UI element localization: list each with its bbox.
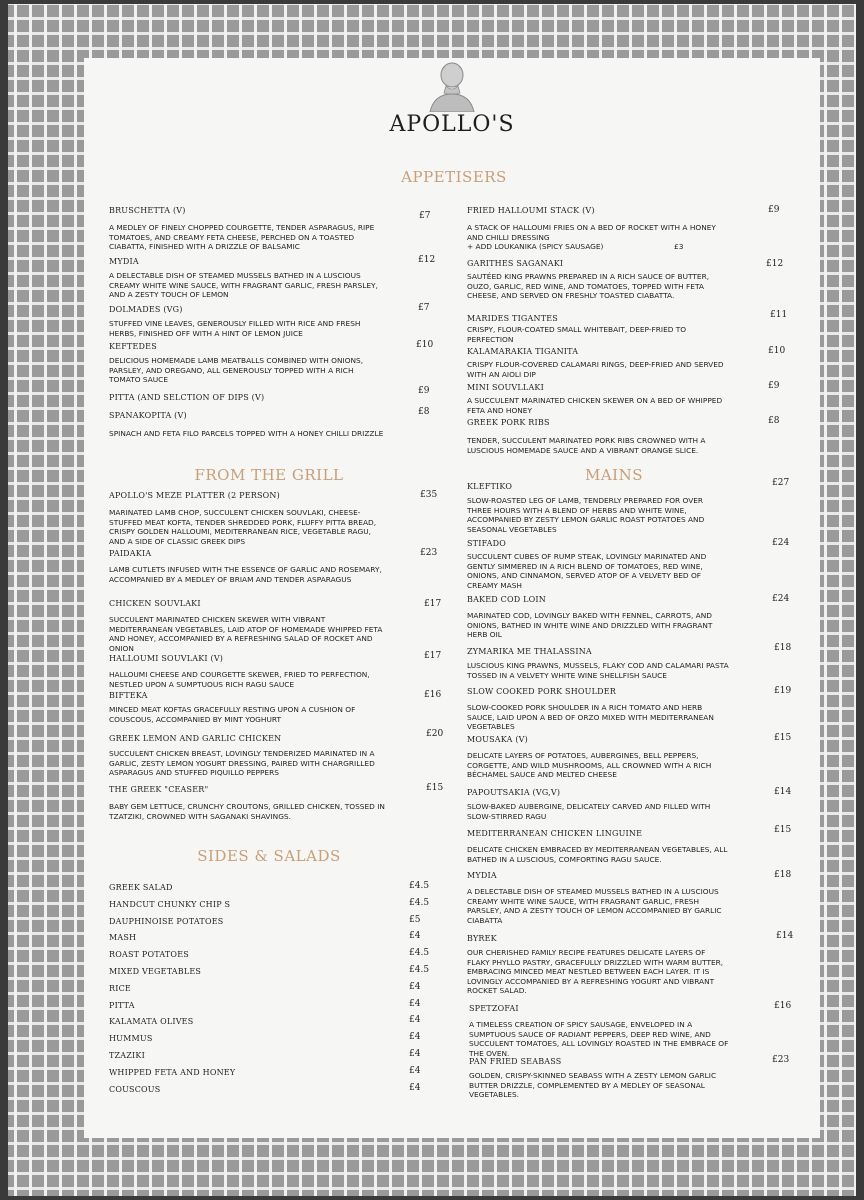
logo <box>84 60 820 137</box>
side-item-name: PITTA <box>109 1000 135 1010</box>
side-item-name: MIXED VEGETABLES <box>109 967 202 976</box>
menu-item-price: £20 <box>426 729 444 739</box>
menu-item-description: TENDER, SUCCULENT MARINATED PORK RIBS CROWNED WITH A LUSCIOUS HOMEMADE SAUCE AND A VIBRANT ORANGE SLICE. <box>467 436 706 455</box>
menu-item-description: DELICATE CHICKEN EMBRACED BY MEDITERRANEAN VEGETABLES, ALL BATHED IN A LUSCIOUS, COMFORTING RAGU SAUCE. <box>467 845 728 864</box>
menu-item-price: £17 <box>424 651 442 661</box>
menu-item-name: CHICKEN SOUVLAKI <box>109 599 201 608</box>
menu-item-description: CRISPY, FLOUR-COATED SMALL WHITEBAIT, DEEP-FRIED TO PERFECTION <box>467 325 687 344</box>
menu-item-name: ZYMARIKA ME THALASSINA <box>467 647 592 656</box>
menu-item-description: A DELECTABLE DISH OF STEAMED MUSSELS BATHED IN A LUSCIOUS CREAMY WHITE WINE SAUCE, WITH FRAGRANT GARLIC, FRESH PARSLEY, AND A ZESTY TOUCH OF LEMON <box>109 271 378 300</box>
menu-item-price: £12 <box>766 259 784 269</box>
menu-item-price: £9 <box>768 381 780 391</box>
menu-item-name: SLOW COOKED PORK SHOULDER <box>467 687 616 696</box>
menu-item-price: £12 <box>418 255 436 265</box>
menu-item-description: SUCCULENT CUBES OF RUMP STEAK, LOVINGLY MARINATED AND GENTLY SIMMERED IN A RICH BLEND OF TOMATOES, RED WINE, ONIONS, AND CINNAMON, SERVED ATOP OF A VELVETY BED OF CREAMY MASH <box>467 552 707 590</box>
side-item-name: TZAZIKI <box>109 1051 145 1060</box>
greek-key-border <box>8 4 856 1196</box>
menu-item-name: BAKED COD LOIN <box>467 595 546 604</box>
menu-item-description: LUSCIOUS KING PRAWNS, MUSSELS, FLAKY COD AND CALAMARI PASTA TOSSED IN A VELVETY WHITE WINE SHELLFISH SAUCE <box>467 661 729 680</box>
menu-item-description: A SUCCULENT MARINATED CHICKEN SKEWER ON A BED OF WHIPPED FETA AND HONEY <box>467 396 723 415</box>
menu-item-description: SPINACH AND FETA FILO PARCELS TOPPED WITH A HONEY CHILLI DRIZZLE <box>109 429 384 438</box>
side-item-price: £5 <box>409 914 421 925</box>
menu-item-name: SPANAKOPITA (V) <box>109 411 187 420</box>
side-item-price: £4.5 <box>409 948 430 959</box>
menu-item-description: CRISPY FLOUR-COVERED CALAMARI RINGS, DEEP-FRIED AND SERVED WITH AN AIOLI DIP <box>467 360 724 379</box>
menu-item-name: THE GREEK "CEASER" <box>109 785 209 794</box>
side-item-name: HUMMUS <box>109 1034 153 1044</box>
menu-item-name: MOUSAKA (V) <box>467 735 528 744</box>
appetisers-heading: APPETISERS <box>401 168 507 186</box>
side-item-price: £4 <box>409 1082 421 1093</box>
menu-item-name: MYDIA <box>467 871 497 880</box>
menu-item-price: £17 <box>424 599 442 609</box>
restaurant-name: APOLLO'S <box>389 112 515 137</box>
side-item-name: HANDCUT CHUNKY CHIP S <box>109 899 231 909</box>
menu-item-name: GARITHES SAGANAKI <box>467 259 564 268</box>
side-item-price: £4 <box>409 981 421 992</box>
menu-item-description: SLOW-BAKED AUBERGINE, DELICATELY CARVED AND FILLED WITH SLOW-STIRRED RAGU <box>467 802 711 821</box>
menu-item-price: £27 <box>772 478 790 488</box>
mains-heading: MAINS <box>584 466 644 484</box>
menu-item-description: OUR CHERISHED FAMILY RECIPE FEATURES DELICATE LAYERS OF FLAKY PHYLLO PASTRY, GRACEFULLY DRIZZLED WITH WARM BUTTER, EMBRACING MINCED MEAT NESTLED BETWEEN EACH LAYER. IT IS LOVINGLY ACCOMPANIED BY A REFRESHING YOGURT AND VIBRANT ROCKET SALAD. <box>467 948 724 996</box>
side-item-name: COUSCOUS <box>109 1084 161 1094</box>
menu-item-description: A TIMELESS CREATION OF SPICY SAUSAGE, ENVELOPED IN A SUMPTUOUS SAUCE OF RADIANT PEPPERS, DEEP RED WINE, AND SUCCULENT TOMATOES, ALL LOVINGLY ROASTED IN THE EMBRACE OF THE OVEN. <box>469 1020 729 1058</box>
menu-item-description: SLOW-COOKED PORK SHOULDER IN A RICH TOMATO AND HERB SAUCE, LAID UPON A BED OF ORZO MIXED WITH MEDITERRANEAN VEGETABLES <box>467 703 714 732</box>
side-item-price: £4 <box>409 998 421 1009</box>
apollo-bust-icon <box>422 60 482 112</box>
menu-item-price: £18 <box>774 643 792 653</box>
menu-item-price: £35 <box>420 490 438 500</box>
menu-sheet <box>84 58 820 1138</box>
menu-item-description: SUCCULENT CHICKEN BREAST, LOVINGLY TENDERIZED MARINATED IN A GARLIC, ZESTY LEMON YOGURT DRESSING, PAIRED WITH CHARGRILLED ASPARAGUS AND STUFFED PIQUILLO PEPPERS <box>109 749 375 778</box>
menu-item-price: £19 <box>774 686 792 696</box>
side-item-name: RICE <box>109 983 131 993</box>
menu-item-price: £18 <box>774 870 792 880</box>
menu-item-price: £11 <box>770 310 788 320</box>
menu-item-name: DOLMADES (VG) <box>109 305 183 314</box>
side-item-price: £4.5 <box>409 965 430 975</box>
menu-item-price: £16 <box>774 1001 792 1011</box>
menu-item-name: GREEK LEMON AND GARLIC CHICKEN <box>109 734 282 743</box>
menu-item-name: KALAMARAKIA TIGANITA <box>467 347 579 356</box>
side-item-price: £4 <box>409 1065 421 1076</box>
menu-item-price: £15 <box>426 783 444 793</box>
menu-item-name: BIFTEKA <box>109 691 148 700</box>
menu-item-price: £15 <box>774 825 792 835</box>
menu-item-description: SAUTÉED KING PRAWNS PREPARED IN A RICH SAUCE OF BUTTER, OUZO, GARLIC, RED WINE, AND TOMATOES, TOPPED WITH FETA CHEESE, AND SERVED ON FRESHLY TOASTED CIABATTA. <box>467 272 710 301</box>
side-item-name: WHIPPED FETA AND HONEY <box>109 1067 236 1077</box>
menu-item-description: SUCCULENT MARINATED CHICKEN SKEWER WITH VIBRANT MEDITERRANEAN VEGETABLES, LAID ATOP OF HOMEMADE WHIPPED FETA AND HONEY, ACCOMPANIED BY A REFRESHING SALAD OF ROCKET AND ONION <box>109 615 383 653</box>
menu-item-name: MINI SOUVLLAKI <box>467 383 544 392</box>
menu-item-price: £23 <box>772 1055 790 1065</box>
menu-item-description: MINCED MEAT KOFTAS GRACEFULLY RESTING UPON A CUSHION OF COUSCOUS, ACCOMPANIED BY MINT YOGHURT <box>109 705 356 724</box>
menu-item-name: PAIDAKIA <box>109 549 152 558</box>
side-item-price: £4 <box>409 1015 421 1026</box>
menu-item-description: MARINATED LAMB CHOP, SUCCULENT CHICKEN SOUVLAKI, CHEESE-STUFFED MEAT KOFTA, TENDER SHREDDED PORK, FLUFFY PITTA BREAD, CRISPY GOLDEN HALLOUMI, MEDITERRANEAN RICE, VEGETABLE RAGU, AND A SIDE OF CLASSIC GREEK DIPS <box>109 508 377 546</box>
menu-item-price: £15 <box>774 733 792 743</box>
menu-item-price: £7 <box>419 211 431 221</box>
menu-item-name: PITTA (AND SELCTION OF DIPS (V) <box>109 393 265 402</box>
menu-item-price: £16 <box>424 690 442 700</box>
menu-item-description: GOLDEN, CRISPY-SKINNED SEABASS WITH A ZESTY LEMON GARLIC BUTTER DRIZZLE, COMPLEMENTED BY A MEDLEY OF SEASONAL VEGETABLES. <box>469 1071 717 1100</box>
menu-item-description: MARINATED COD, LOVINGLY BAKED WITH FENNEL, CARROTS, AND ONIONS, BATHED IN WHITE WINE AND DRIZZLED WITH FRAGRANT HERB OIL <box>467 611 713 640</box>
menu-item-price: £23 <box>420 548 438 558</box>
menu-item-price: £24 <box>772 538 790 548</box>
menu-item-description: A STACK OF HALLOUMI FRIES ON A BED OF ROCKET WITH A HONEY AND CHILLI DRESSING <box>467 223 716 242</box>
side-item-name: ROAST POTATOES <box>109 950 189 960</box>
menu-item-price: £14 <box>776 931 794 941</box>
side-item-name: MASH <box>109 933 137 943</box>
sides-heading: SIDES & SALADS <box>197 847 341 865</box>
menu-item-description: A DELECTABLE DISH OF STEAMED MUSSELS BATHED IN A LUSCIOUS CREAMY WHITE WINE SAUCE, WITH FRAGRANT GARLIC, FRESH PARSLEY, AND A ZESTY TOUCH OF LEMON ACCOMPANIED BY GARLIC CIABATTA <box>467 887 722 925</box>
side-item-name: DAUPHINOISE POTATOES <box>109 916 224 926</box>
menu-item-price: £9 <box>768 205 780 215</box>
side-item-name: KALAMATA OLIVES <box>109 1017 194 1027</box>
menu-item-name: MARIDES TIGANTES <box>467 314 558 323</box>
menu-item-name: SPETZOFAI <box>469 1004 519 1013</box>
menu-item-name: KEFTEDES <box>109 342 157 351</box>
menu-item-name: KLEFTIKO <box>467 482 513 491</box>
menu-item-price: £10 <box>416 340 434 350</box>
menu-item-name: GREEK PORK RIBS <box>467 418 550 427</box>
menu-item-name: MEDITERRANEAN CHICKEN LINGUINE <box>467 829 643 838</box>
menu-item-description: LAMB CUTLETS INFUSED WITH THE ESSENCE OF GARLIC AND ROSEMARY, ACCOMPANIED BY A MEDLEY OF BRIAM AND TENDER ASPARAGUS <box>109 565 382 584</box>
menu-item-price: £8 <box>418 407 430 417</box>
menu-item-name: APOLLO'S MEZE PLATTER (2 PERSON) <box>109 491 280 500</box>
menu-item-description: DELICATE LAYERS OF POTATOES, AUBERGINES, BELL PEPPERS, CORGETTE, AND WILD MUSHROOMS, ALL CROWNED WITH A RICH BÉCHAMEL SAUCE AND MELTED CHEESE <box>467 751 712 780</box>
side-item-price: £4 <box>409 931 421 942</box>
side-item-price: £4 <box>409 1049 421 1059</box>
menu-item-name: BRUSCHETTA (V) <box>109 206 186 215</box>
side-item-price: £4 <box>409 1032 421 1043</box>
menu-item-description: BABY GEM LETTUCE, CRUNCHY CROUTONS, GRILLED CHICKEN, TOSSED IN TZATZIKI, CROWNED WITH SAGANAKI SHAVINGS. <box>109 802 385 821</box>
menu-item-description: A MEDLEY OF FINELY CHOPPED COURGETTE, TENDER ASPARAGUS, RIPE TOMATOES, AND CREAMY FETA CHEESE, PERCHED ON A TOASTED CIABATTA, FINISHED WITH A DRIZZLE OF BALSAMIC <box>109 223 375 252</box>
menu-item-price: £14 <box>774 787 792 797</box>
menu-item-name: FRIED HALLOUMI STACK (V) <box>467 206 595 215</box>
menu-item-addon: + ADD LOUKANIKA (SPICY SAUSAGE) <box>467 242 604 251</box>
menu-item-name: PAPOUTSAKIA (VG,V) <box>467 788 561 797</box>
menu-item-description: DELICIOUS HOMEMADE LAMB MEATBALLS COMBINED WITH ONIONS, PARSLEY, AND OREGANO, ALL GENEROUSLY TOPPED WITH A RICH TOMATO SAUCE <box>109 356 364 385</box>
menu-item-price: £10 <box>768 346 786 356</box>
menu-item-name: STIFADO <box>467 539 506 548</box>
menu-item-addon-price: £3 <box>674 242 684 251</box>
menu-item-description: SLOW-ROASTED LEG OF LAMB, TENDERLY PREPARED FOR OVER THREE HOURS WITH A BLEND OF HERBS AND WHITE WINE, ACCOMPANIED BY ZESTY LEMON GARLIC ROAST POTATOES AND SEASONAL VEGETABLES <box>467 496 705 534</box>
side-item-name: GREEK SALAD <box>109 883 173 892</box>
menu-item-name: PAN FRIED SEABASS <box>469 1057 562 1066</box>
side-item-price: £4.5 <box>409 897 430 908</box>
menu-item-price: £24 <box>772 594 790 604</box>
menu-item-price: £7 <box>418 303 430 313</box>
menu-item-description: HALLOUMI CHEESE AND COURGETTE SKEWER, FRIED TO PERFECTION, NESTLED UPON A SUMPTUOUS RICH RAGU SAUCE <box>109 670 370 689</box>
side-item-price: £4.5 <box>409 881 430 891</box>
menu-item-name: BYREK <box>467 934 497 943</box>
grill-heading: FROM THE GRILL <box>194 466 344 484</box>
menu-item-price: £9 <box>418 386 430 396</box>
menu-item-name: HALLOUMI SOUVLAKI (V) <box>109 654 224 663</box>
menu-item-description: STUFFED VINE LEAVES, GENEROUSLY FILLED WITH RICE AND FRESH HERBS, FINISHED OFF WITH A HINT OF LEMON JUICE <box>109 319 361 338</box>
menu-item-name: MYDIA <box>109 257 139 266</box>
menu-item-price: £8 <box>768 416 780 426</box>
